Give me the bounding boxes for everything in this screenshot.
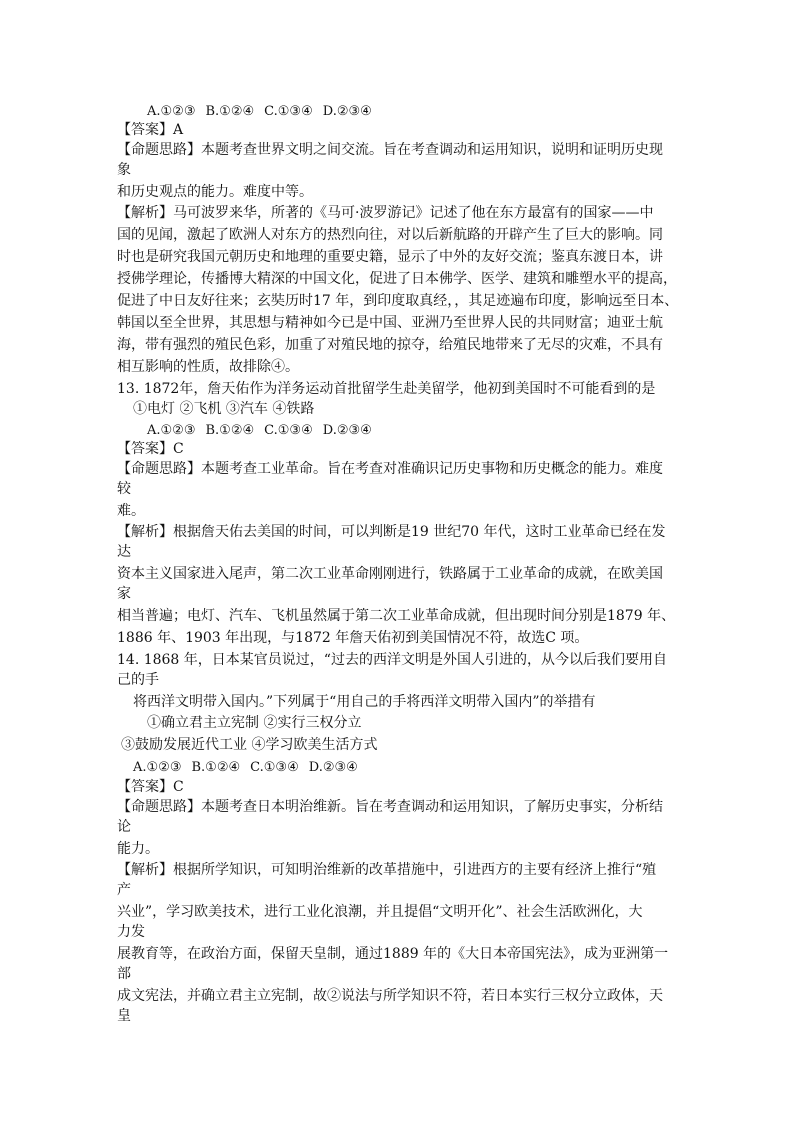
q14-analysis-line: 产: [117, 882, 131, 898]
q13-analysis-line: 资本主义国家进入尾声，第二次工业革命刚刚进行，铁路属于工业革命的成就，在欧美国: [117, 566, 663, 582]
q14-thought-line: 论: [117, 819, 131, 835]
q14-option-d: D.②③④: [308, 760, 358, 775]
q14-question-line: 己的手: [117, 672, 159, 688]
q14-answer: 【答案】C: [117, 779, 184, 795]
q13-thought-line: 【命题思路】本题考查工业革命。旨在考查对准确识记历史事物和历史概念的能力。难度: [117, 461, 663, 477]
q13-analysis-line: 1886 年、1903 年出现，与1872 年詹天佑初到美国情况不符，故选C 项。: [117, 630, 589, 646]
q14-analysis-line: 成文宪法，并确立君主立宪制，故②说法与所学知识不符，若日本实行三权分立政体，天: [117, 988, 663, 1004]
q12-analysis-line: 相互影响的性质，故排除④。: [117, 359, 299, 375]
q14-items: ①确立君主立宪制 ②实行三权分立: [147, 715, 362, 731]
q14-analysis-line: 部: [117, 966, 131, 982]
q13-option-a: A.①②③: [147, 423, 196, 438]
q12-analysis-line: 海，带有强烈的殖民色彩，加重了对殖民地的掠夺，给殖民地带来了无尽的灾难，不具有: [117, 337, 663, 353]
q12-option-a: A.①②③: [147, 104, 196, 119]
q12-analysis-line: 授佛学理论，传播博大精深的中国文化，促进了日本佛学、医学、建筑和雕塑水平的提高，: [117, 271, 677, 287]
q13-analysis-line: 达: [117, 544, 131, 560]
q12-analysis-line: 促进了中日友好往来；玄奘历时17 年，到印度取真经，，其足迹遍布印度，影响远至日本、: [117, 293, 679, 309]
q13-analysis-line: 【解析】根据詹天佑去美国的时间，可以判断是19 世纪70 年代，这时工业革命已经在发: [117, 524, 666, 540]
q14-analysis-line: 展教育等，在政治方面，保留天皇制，通过1889 年的《大日本帝国宪法》，成为亚洲第一: [117, 946, 669, 962]
q13-thought-line: 难。: [117, 503, 145, 519]
q12-thought-line: 和历史观点的能力。难度中等。: [117, 184, 313, 200]
q13-items: ①电灯 ②飞机 ③汽车 ④铁路: [133, 401, 315, 417]
q13-analysis-line: 家: [117, 586, 131, 602]
q14-option-c: C.①③④: [250, 760, 299, 775]
q12-analysis-line: 时也是研究我国元朝历史和地理的重要史籍，显示了中外的友好交流；鉴真东渡日本，讲: [117, 249, 663, 265]
q14-analysis-line: 【解析】根据所学知识，可知明治维新的改革措施中，引进西方的主要有经济上推行“殖: [117, 862, 657, 878]
q14-thought-line: 【命题思路】本题考查日本明治维新。旨在考查调动和运用知识，了解历史事实，分析结: [117, 799, 663, 815]
q14-analysis-line: 皇: [117, 1008, 131, 1024]
q13-option-c: C.①③④: [264, 423, 313, 438]
q13-options: [147, 420, 382, 440]
q13-question: 13. 1872年，詹天佑作为洋务运动首批留学生赴美留学，他初到美国时不可能看到的是: [117, 381, 656, 397]
q12-analysis-line: 韩国以至全世界，其思想与精神如今已是中国、亚洲乃至世界人民的共同财富；迪亚士航: [117, 315, 663, 331]
q14-analysis-line: 力发: [117, 924, 145, 940]
q14-thought-line: 能力。: [117, 841, 159, 857]
q12-analysis-line: 【解析】马可波罗来华，所著的《马可·波罗游记》记述了他在东方最富有的国家——中: [117, 205, 654, 221]
q12-option-b: B.①②④: [205, 104, 255, 119]
q14-items: ③鼓励发展近代工业 ④学习欧美生活方式: [121, 737, 378, 753]
q14-options: [133, 757, 368, 777]
q13-option-d: D.②③④: [322, 423, 372, 438]
q14-option-b: B.①②④: [191, 760, 241, 775]
q12-options: [147, 101, 382, 121]
q12-answer: 【答案】A: [117, 122, 184, 138]
q12-option-d: D.②③④: [322, 104, 372, 119]
q12-thought-line: 象: [117, 162, 131, 178]
q14-question-line: 将西洋文明带入国内。”下列属于“用自己的手将西洋文明带入国内”的举措有: [133, 694, 596, 710]
q13-answer: 【答案】C: [117, 441, 184, 457]
q14-analysis-line: 兴业”，学习欧美技术，进行工业化浪潮，并且提倡“文明开化”、社会生活欧洲化，大: [117, 904, 643, 920]
q12-analysis-line: 国的见闻，激起了欧洲人对东方的热烈向往，对以后新航路的开辟产生了巨大的影响。同: [117, 227, 663, 243]
q12-thought-line: 【命题思路】本题考查世界文明之间交流。旨在考查调动和运用知识，说明和证明历史现: [117, 142, 663, 158]
q13-thought-line: 较: [117, 481, 131, 497]
q13-option-b: B.①②④: [205, 423, 255, 438]
q14-question-line: 14. 1868 年，日本某官员说过，“过去的西洋文明是外国人引进的，从今以后我们要用自: [117, 652, 667, 668]
q14-option-a: A.①②③: [133, 760, 182, 775]
q12-option-c: C.①③④: [264, 104, 313, 119]
q13-analysis-line: 相当普遍；电灯、汽车、飞机虽然属于第二次工业革命成就，但出现时间分别是1879 年、: [117, 608, 676, 624]
